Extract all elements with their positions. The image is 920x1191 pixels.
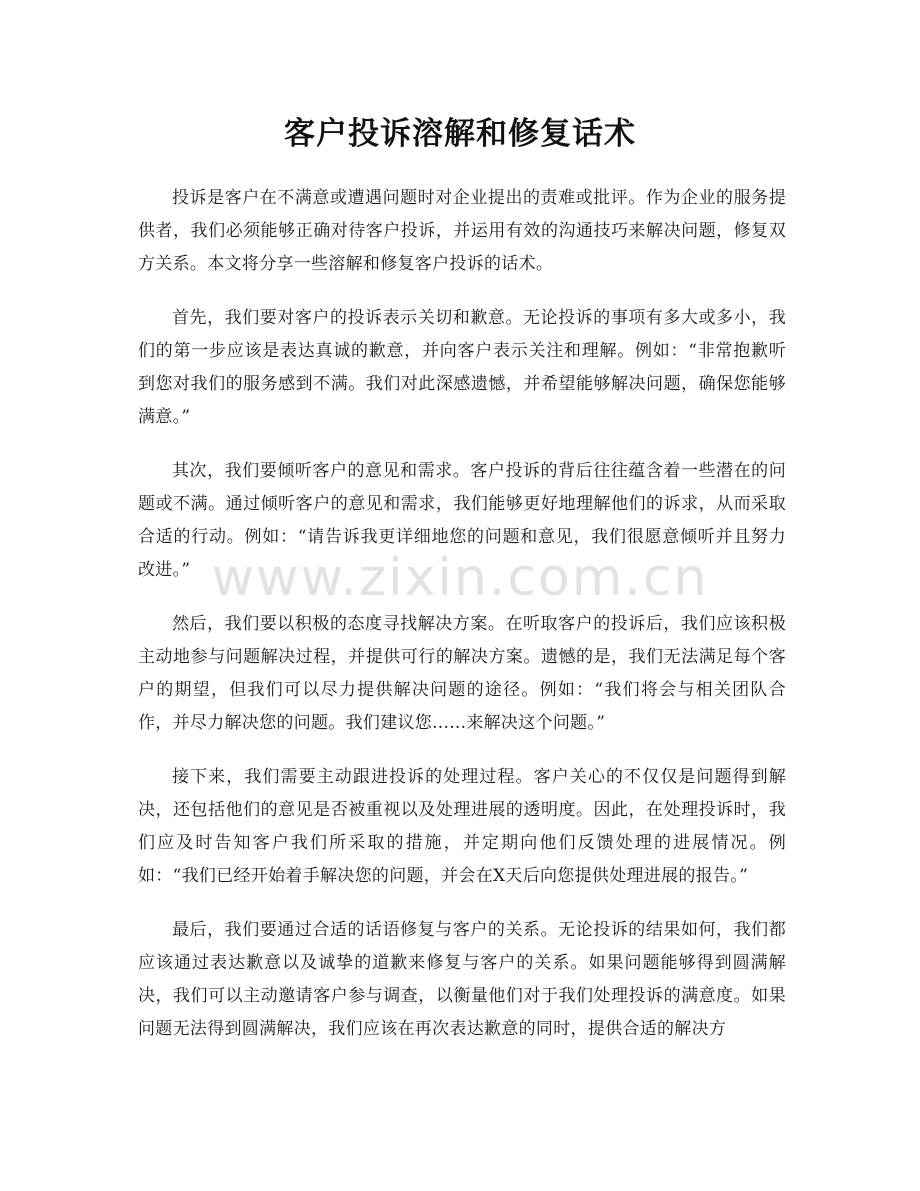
paragraph-last: 最后，我们要通过合适的话语修复与客户的关系。无论投诉的结果如何，我们都应该通过表达歉意以及诚挚的道歉来修复与客户的关系。如果问题能够得到圆满解决，我们可以主动邀请客户参与调查，以衡量他们对于我们处理投诉的满意度。如果问题无法得到圆满解决，我们应该在再次表达歉意的同时，提供合适的解决方 xyxy=(138,920,786,1039)
paragraph-intro: 投诉是客户在不满意或遭遇问题时对企业提出的责难或批评。作为企业的服务提供者，我们必须能够正确对待客户投诉，并运用有效的沟通技巧来解决问题，修复双方关系。本文将分享一些溶解和修复客户投诉的话术。 xyxy=(138,188,786,274)
paragraph-next: 接下来，我们需要主动跟进投诉的处理过程。客户关心的不仅仅是问题得到解决，还包括他们的意见是否被重视以及处理进展的透明度。因此，在处理投诉时，我们应及时告知客户我们所采取的措施，并定期向他们反馈处理的进展情况。例如：“我们已经开始着手解决您的问题，并会在X天后向您提供处理进展的报告。” xyxy=(138,767,786,886)
document-body xyxy=(138,182,786,1067)
document-title: 客户投诉溶解和修复话术 xyxy=(284,116,636,152)
paragraph-second: 其次，我们要倾听客户的意见和需求。客户投诉的背后往往蕴含着一些潜在的问题或不满。通过倾听客户的意见和需求，我们能够更好地理解他们的诉求，从而采取合适的行动。例如：“请告诉我更详细地您的问题和意见，我们很愿意倾听并且努力改进。” xyxy=(138,461,786,580)
watermark-text: www.zixin.com.cn xyxy=(211,548,709,608)
paragraph-first: 首先，我们要对客户的投诉表示关切和歉意。无论投诉的事项有多大或多小，我们的第一步应该是表达真诚的歉意，并向客户表示关注和理解。例如：“非常抱歉听到您对我们的服务感到不满。我们对此深感遗憾，并希望能够解决问题，确保您能够满意。” xyxy=(138,308,786,427)
paragraph-then: 然后，我们要以积极的态度寻找解决方案。在听取客户的投诉后，我们应该积极主动地参与问题解决过程，并提供可行的解决方案。遗憾的是，我们无法满足每个客户的期望，但我们可以尽力提供解决问题的途径。例如：“我们将会与相关团队合作，并尽力解决您的问题。我们建议您......来解决这个问题。” xyxy=(138,614,786,733)
